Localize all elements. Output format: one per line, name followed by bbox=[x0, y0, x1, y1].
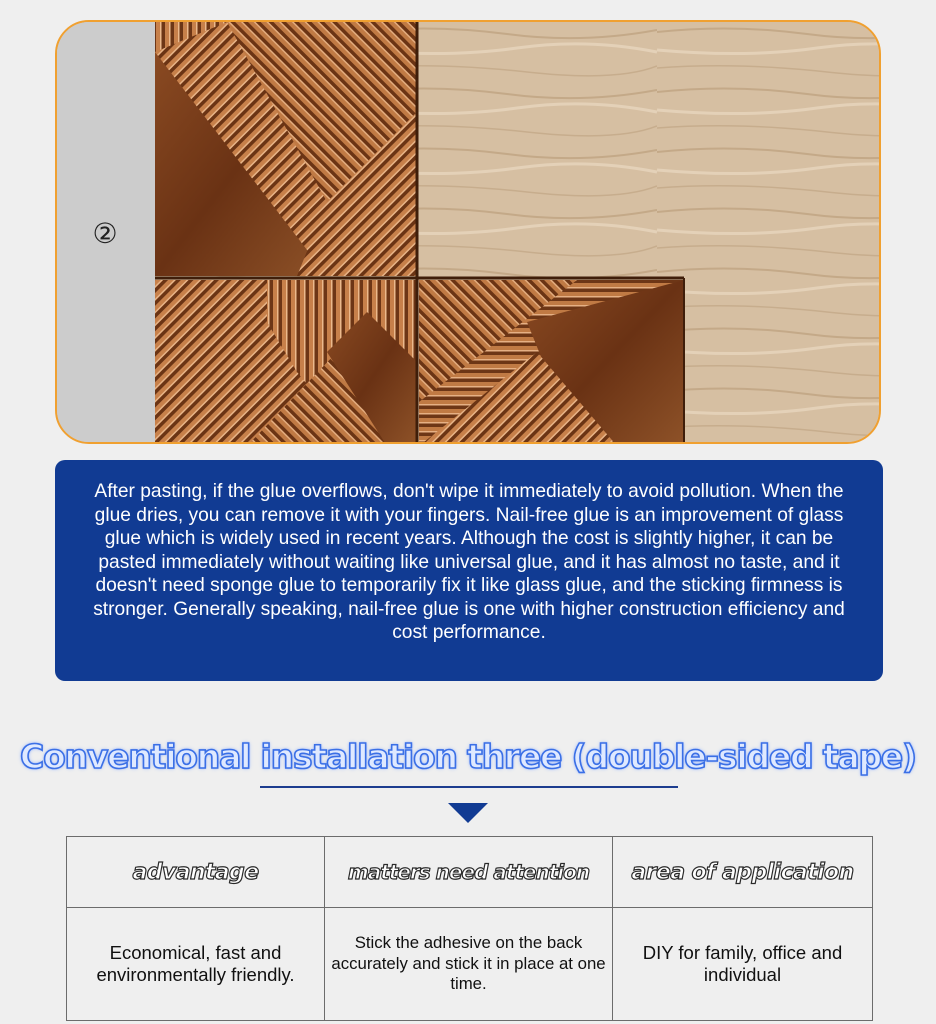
section-title: Conventional installation three (double-sided tape) bbox=[20, 737, 916, 776]
cell-matters-need-attention: Stick the adhesive on the back accurately and stick it in place at one time. bbox=[325, 908, 613, 1021]
installation-spec-table bbox=[66, 836, 873, 1021]
header-area-of-application: area of application bbox=[613, 837, 873, 908]
cell-advantage: Economical, fast and environmentally friendly. bbox=[67, 908, 325, 1021]
header-matters-need-attention: matters need attention bbox=[325, 837, 613, 908]
step-number-badge: ② bbox=[92, 217, 118, 250]
table-row bbox=[67, 908, 873, 1021]
title-underline bbox=[260, 786, 678, 788]
down-arrow-icon bbox=[448, 803, 488, 823]
glue-info-card bbox=[55, 460, 883, 681]
wall-panel-illustration bbox=[57, 22, 881, 444]
installation-photo bbox=[55, 20, 881, 444]
cell-area-of-application: DIY for family, office and individual bbox=[613, 908, 873, 1021]
glue-info-text: After pasting, if the glue overflows, don't wipe it immediately to avoid pollution. When the glue dries, you can remove it with your fingers. Nail-free glue is an improvement of glass glue which is widely used in recent years. Although the cost is slightly higher, it can be pasted immediately without waiting like universal glue, and it has almost no taste, and it doesn't need sponge glue to temporarily fix it like glass glue, and the sticking firmness is stronger. Generally speaking, nail-free glue is one with higher construction efficiency and cost performance. bbox=[93, 481, 845, 643]
header-advantage: advantage bbox=[67, 837, 325, 908]
table-header-row bbox=[67, 837, 873, 908]
